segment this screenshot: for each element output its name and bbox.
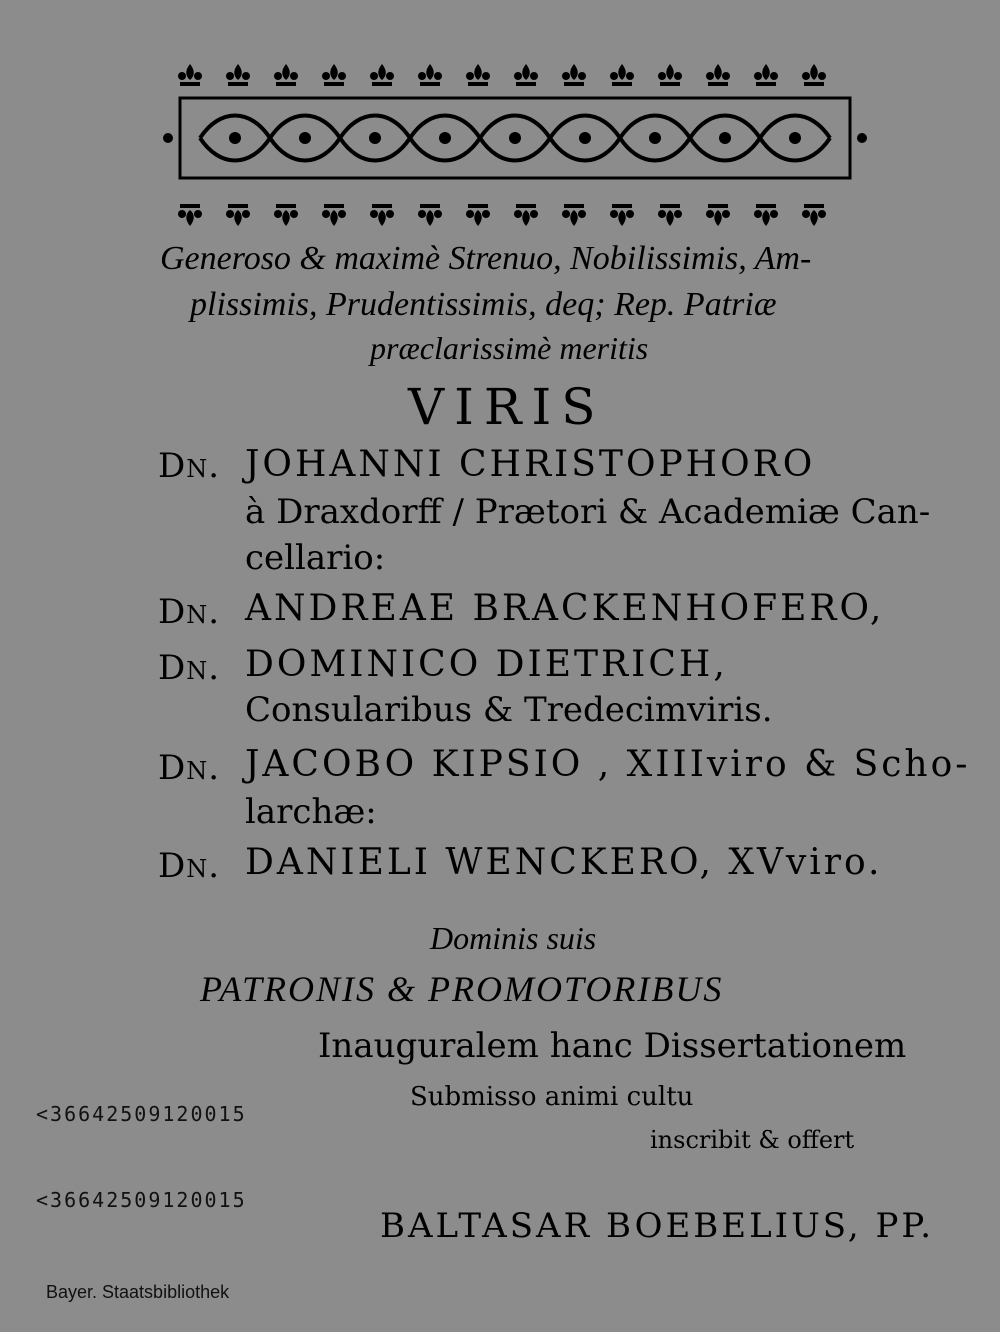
- person-name: DOMINICO DIETRICH,: [245, 644, 728, 685]
- person-name: DANIELI WENCKERO, XVviro.: [245, 842, 883, 883]
- library-name: Bayer. Staatsbibliothek: [46, 1282, 230, 1302]
- ornamental-headpiece: [160, 50, 870, 230]
- person-name-continuation: Consularibus & Tredecimviris.: [245, 690, 773, 730]
- dedication-line-3: præclarissimè meritis: [370, 330, 649, 366]
- person-prefix: Dn.: [158, 648, 221, 688]
- inscribit-line: inscribit & offert: [650, 1126, 855, 1154]
- person-name: JOHANNI CHRISTOPHORO: [245, 444, 816, 485]
- person-prefix: Dn.: [158, 846, 221, 886]
- dedication-line-1: Generoso & maximè Strenuo, Nobilissimis, Am-: [160, 240, 812, 277]
- author-signature: BALTASAR BOEBELIUS, PP.: [380, 1206, 935, 1246]
- person-name-continuation: à Draxdorff / Prætori & Academiæ Can-: [245, 492, 931, 532]
- person-name-continuation: cellario:: [245, 538, 386, 578]
- inaugural-line: Inauguralem hanc Dissertationem: [318, 1026, 907, 1066]
- barcode-number: <36642509120015: [36, 1188, 247, 1212]
- viris-heading: VIRIS: [408, 378, 606, 436]
- dominis-suis: Dominis suis: [430, 920, 597, 956]
- person-name: JACOBO KIPSIO , XIIIviro & Scho-: [245, 744, 971, 785]
- person-prefix: Dn.: [158, 592, 221, 632]
- barcode-number: <36642509120015: [36, 1102, 247, 1126]
- dedication-line-2: plissimis, Prudentissimis, deq; Rep. Patriæ: [190, 286, 777, 323]
- person-prefix: Dn.: [158, 748, 221, 788]
- person-name: ANDREAE BRACKENHOFERO,: [245, 588, 885, 629]
- person-name-continuation: larchæ:: [245, 792, 377, 832]
- submisso-line: Submisso animi cultu: [410, 1082, 694, 1112]
- person-prefix: Dn.: [158, 446, 221, 486]
- patronis-line: PATRONIS & PROMOTORIBUS: [200, 969, 724, 1009]
